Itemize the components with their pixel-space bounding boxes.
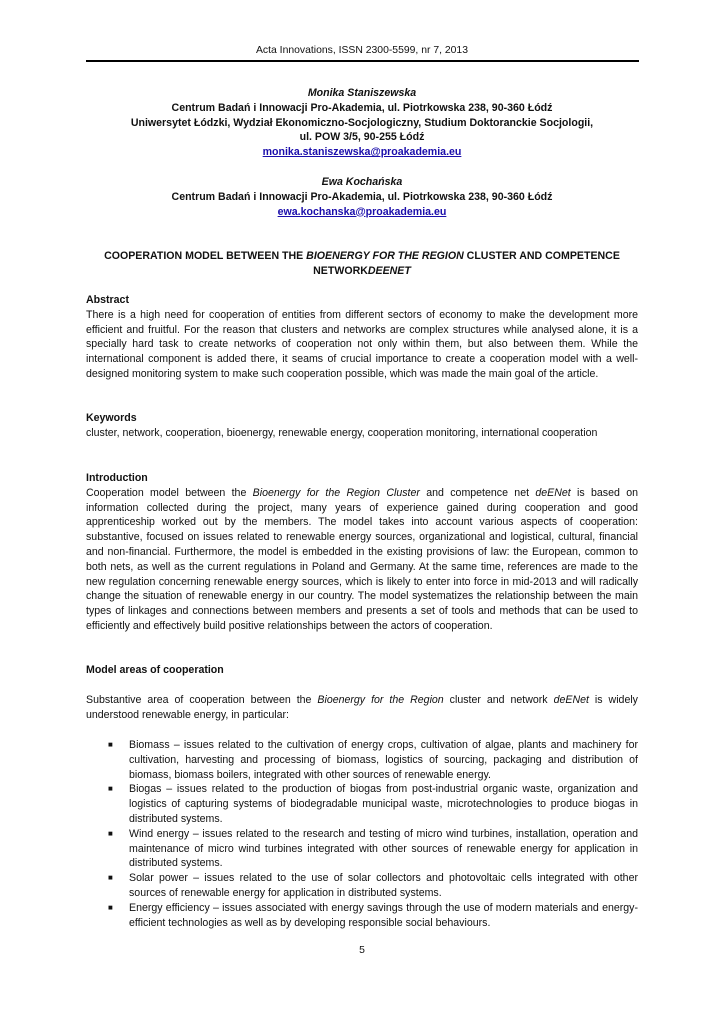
model-italic-run: Bioenergy for the Region bbox=[317, 694, 444, 706]
bullet-square-icon: ■ bbox=[108, 902, 113, 912]
list-item-text: Biomass – issues related to the cultivation of energy crops, cultivation of algae, plants and machinery for cultivation, harvesting and processing of biomass, logistics of sourcing, packaging and distribution of biomass, biomass boilers, integrated with other sources of renewable energy. bbox=[129, 739, 638, 781]
bullet-square-icon: ■ bbox=[108, 873, 113, 883]
affiliation-line: Centrum Badań i Innowacji Pro-Akademia, ul. Piotrkowska 238, 90-360 Łódź bbox=[171, 190, 553, 203]
keywords-section bbox=[86, 411, 638, 441]
model-areas-intro bbox=[86, 693, 638, 723]
list-item-text: Wind energy – issues related to the research and testing of micro wind turbines, installation, operation and maintenance of micro wind turbines integrated with other sources of renewable energy for application in distributed systems. bbox=[129, 827, 638, 870]
title-text: NETWORK bbox=[313, 264, 368, 277]
section-heading: Introduction bbox=[86, 472, 148, 484]
introduction-section bbox=[86, 471, 638, 634]
title-text: COOPERATION MODEL BETWEEN THE bbox=[104, 250, 307, 262]
author-name: Monika Staniszewska bbox=[307, 87, 417, 99]
bullet-square-icon: ■ bbox=[108, 828, 113, 838]
author-name: Ewa Kochańska bbox=[321, 176, 403, 188]
intro-text-run: is based on information collected during the project, many years of experience gained during cooperation and good apprenticeship worked out by the members. The model takes into account various aspects of cooperation: substantive, focused on issues related to renewable energy sources, organizational and logistical, cultural, financial and non-financial. Furthermore, the model is embedded in the existing provisions of law: the European, common to both nets, as well as the current regulations in Poland and Germany. At the same time, references are made to the new regulation concerning renewable energy sources, which is likely to enter into force in mid-2013 and will radically change the situation of renewable energy in our country. The model systematizes the relationship between the main types of linkages and connections between members and presents a set of tools and methods that can be used to efficiently and effectively build positive relationships between the actors of cooperation. bbox=[86, 486, 638, 632]
intro-italic-run: Bioenergy for the Region Cluster bbox=[252, 486, 420, 499]
model-italic-run: deENet bbox=[553, 694, 589, 706]
article-title bbox=[86, 249, 638, 279]
author-email-link[interactable]: monika.staniszewska@proakademia.eu bbox=[262, 146, 462, 159]
section-heading: Model areas of cooperation bbox=[86, 664, 224, 676]
title-italic-text: DEENET bbox=[367, 264, 411, 277]
list-item bbox=[86, 871, 638, 901]
bullet-square-icon: ■ bbox=[108, 784, 113, 794]
affiliation-line: ul. POW 3/5, 90-255 Łódź bbox=[299, 131, 425, 144]
header-rule bbox=[86, 60, 639, 62]
model-text-run: is widely understood renewable energy, in particular: bbox=[86, 694, 638, 721]
title-italic-text: BIOENERGY FOR THE REGION bbox=[306, 250, 464, 262]
affiliation-line: Uniwersytet Łódzki, Wydział Ekonomiczno-Socjologiczny, Studium Doktoranckie Socjologii, bbox=[130, 116, 594, 129]
running-header: Acta Innovations, ISSN 2300-5599, nr 7, 2013 bbox=[256, 45, 468, 56]
section-heading: Keywords bbox=[86, 412, 137, 424]
introduction-text bbox=[86, 486, 638, 634]
bullet-list bbox=[86, 738, 638, 930]
abstract-section bbox=[86, 293, 638, 382]
section-heading: Abstract bbox=[86, 294, 129, 306]
model-text-run: Substantive area of cooperation between the bbox=[86, 694, 318, 706]
intro-text-run: Cooperation model between the bbox=[86, 486, 253, 499]
bullet-square-icon: ■ bbox=[108, 740, 113, 749]
author-block-2 bbox=[86, 175, 638, 219]
keywords-text: cluster, network, cooperation, bioenergy, renewable energy, cooperation monitoring, international cooperation bbox=[86, 426, 598, 439]
model-areas-text bbox=[86, 693, 638, 723]
model-text-run: cluster and network bbox=[443, 694, 554, 706]
list-item-text: Solar power – issues related to the use of solar collectors and photovoltaic cells integrated with other sources of renewable energy for application in distributed systems. bbox=[129, 872, 638, 899]
list-item bbox=[86, 827, 638, 871]
author-block-1 bbox=[86, 86, 638, 160]
list-item bbox=[86, 901, 638, 931]
intro-italic-run: deENet bbox=[535, 486, 571, 499]
model-areas-section bbox=[86, 663, 638, 678]
affiliation-line: Centrum Badań i Innowacji Pro-Akademia, ul. Piotrkowska 238, 90-360 Łódź bbox=[171, 101, 553, 114]
title-text: CLUSTER AND COMPETENCE bbox=[463, 250, 620, 262]
abstract-text: There is a high need for cooperation of entities from different sectors of economy to make the development more efficient and fruitful. For the reason that clusters and networks are complex structures while analysed alone, it is a specially hard task to create networks of cooperation not only within them, but also between them. While the international component is added there, it seams of crucial importance to create a cooperation model with a well-designed monitoring system to make such cooperation possible, which was made the main goal of the article. bbox=[86, 308, 638, 380]
intro-text-run: and competence net bbox=[419, 486, 536, 499]
list-item bbox=[86, 738, 638, 782]
list-item-text: Energy efficiency – issues associated with energy savings through the use of modern materials and energy-efficient technologies as well as by developing responsible social behaviours. bbox=[129, 901, 638, 929]
list-item-text: Biogas – issues related to the production of biogas from post-industrial organic waste, organization and logistics of capturing systems of biodegradable municipal waste, microtechnologies to produce biogas in distributed systems. bbox=[129, 783, 638, 825]
author-email-link[interactable]: ewa.kochanska@proakademia.eu bbox=[277, 205, 447, 218]
list-item bbox=[86, 782, 638, 826]
page-number: 5 bbox=[359, 945, 365, 956]
